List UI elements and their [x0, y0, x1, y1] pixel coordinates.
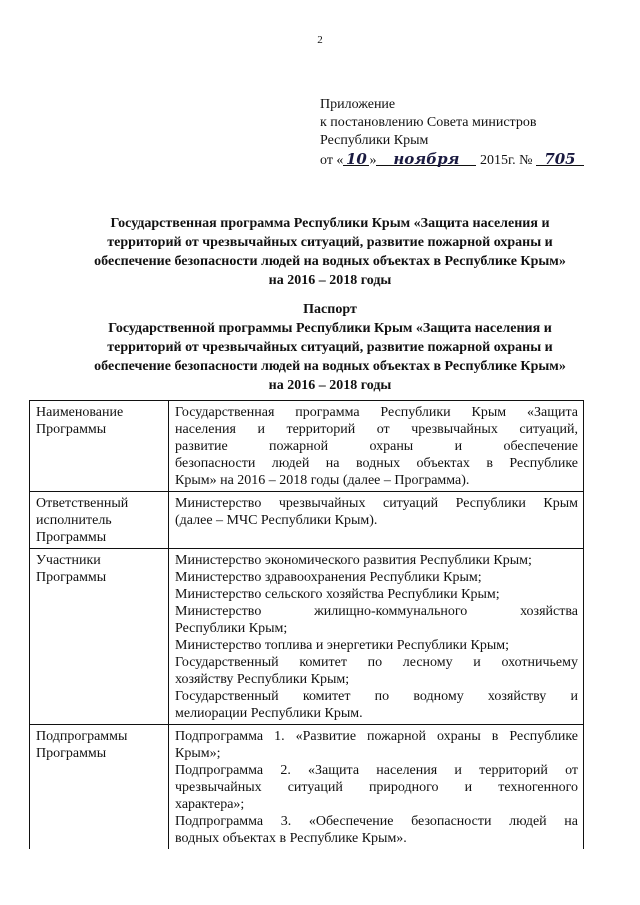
program-title-line: Государственная программа Республики Крым «Защита населения и [110, 216, 550, 231]
date-month-field [376, 150, 476, 166]
value-line: Государственный комитет по водному хозяйству и [175, 689, 578, 704]
value-line: Республики Крым; [175, 621, 288, 636]
label-line: Программы [36, 746, 107, 761]
date-day-field [343, 150, 369, 166]
label-line: Наименование [36, 405, 124, 420]
page-number: 2 [317, 34, 323, 46]
table-row [30, 401, 584, 492]
value-line: безопасности людей на водных объектах в Республике [175, 456, 578, 471]
value-line: развитие пожарной охраны и обеспечение [175, 439, 578, 454]
value-line: характера»; [175, 797, 245, 812]
row-value-subprograms [169, 725, 584, 850]
passport-table [29, 400, 584, 849]
value-line: населения и территорий от чрезвычайных ситуаций, [175, 422, 578, 437]
value-line: Государственный комитет по лесному и охотничьему [175, 655, 578, 670]
table-row [30, 549, 584, 725]
document-number-handwritten: 705 [544, 150, 576, 168]
value-line: Крым» на 2016 – 2018 годы (далее – Программа). [175, 473, 470, 488]
value-line: чрезвычайных ситуаций природного и техногенного [175, 780, 578, 795]
program-title [60, 214, 600, 290]
table-row [30, 725, 584, 850]
passport-title-line: Государственной программы Республики Крым «Защита населения и [108, 321, 552, 336]
label-line: Программы [36, 570, 107, 585]
document-number-field [536, 150, 584, 166]
date-month-handwritten: ноября [393, 150, 460, 168]
program-title-line: на 2016 – 2018 годы [268, 273, 392, 288]
appendix-line-1: Приложение [320, 97, 396, 112]
value-line: Министерство чрезвычайных ситуаций Республики Крым [175, 496, 578, 511]
row-label-participants [30, 549, 169, 725]
passport-title-line: обеспечение безопасности людей на водных объектах в Республике Крым» [94, 359, 566, 374]
value-line: Министерство экономического развития Республики Крым; [175, 553, 532, 568]
appendix-date-line [320, 150, 584, 170]
number-prefix: № [519, 153, 533, 168]
table-row [30, 492, 584, 549]
value-line: Подпрограмма 2. «Защита населения и территорий от [175, 763, 578, 778]
value-line: Подпрограмма 1. «Развитие пожарной охраны в Республике [175, 729, 578, 744]
appendix-line-2: к постановлению Совета министров [320, 115, 537, 130]
value-line: мелиорации Республики Крым. [175, 706, 363, 721]
passport-title [60, 300, 600, 395]
label-line: исполнитель [36, 513, 112, 528]
row-value-program-name [169, 401, 584, 492]
label-line: Ответственный [36, 496, 129, 511]
label-line: Участники [36, 553, 101, 568]
value-line: Министерство жилищно-коммунального хозяйства [175, 604, 578, 619]
value-line: Крым»; [175, 746, 221, 761]
row-label-program-name [30, 401, 169, 492]
label-line: Подпрограммы [36, 729, 128, 744]
value-line: Государственная программа Республики Крым «Защита [175, 405, 578, 420]
value-line: хозяйству Республики Крым; [175, 672, 350, 687]
value-line: Подпрограмма 3. «Обеспечение безопасности людей на [175, 814, 578, 829]
value-line: водных объектах в Республике Крым». [175, 831, 407, 846]
date-prefix: от « [320, 153, 344, 168]
value-line: Министерство топлива и энергетики Республики Крым; [175, 638, 509, 653]
date-mid: » [369, 153, 377, 168]
date-day-handwritten: 10 [346, 150, 367, 168]
row-value-executor [169, 492, 584, 549]
label-line: Программы [36, 422, 107, 437]
value-line: (далее – МЧС Республики Крым). [175, 513, 378, 528]
appendix-line-3: Республики Крым [320, 133, 429, 148]
value-line: Министерство сельского хозяйства Республики Крым; [175, 587, 500, 602]
passport-title-line: на 2016 – 2018 годы [268, 378, 392, 393]
value-line: Министерство здравоохранения Республики Крым; [175, 570, 482, 585]
appendix-block [320, 96, 584, 170]
row-label-executor [30, 492, 169, 549]
date-year: 2015г. [479, 153, 516, 168]
row-value-participants [169, 549, 584, 725]
program-title-line: обеспечение безопасности людей на водных объектах в Республике Крым» [94, 254, 566, 269]
label-line: Программы [36, 530, 107, 545]
row-label-subprograms [30, 725, 169, 850]
passport-heading: Паспорт [303, 302, 357, 317]
program-title-line: территорий от чрезвычайных ситуаций, развитие пожарной охраны и [107, 235, 553, 250]
passport-title-line: территорий от чрезвычайных ситуаций, развитие пожарной охраны и [107, 340, 553, 355]
